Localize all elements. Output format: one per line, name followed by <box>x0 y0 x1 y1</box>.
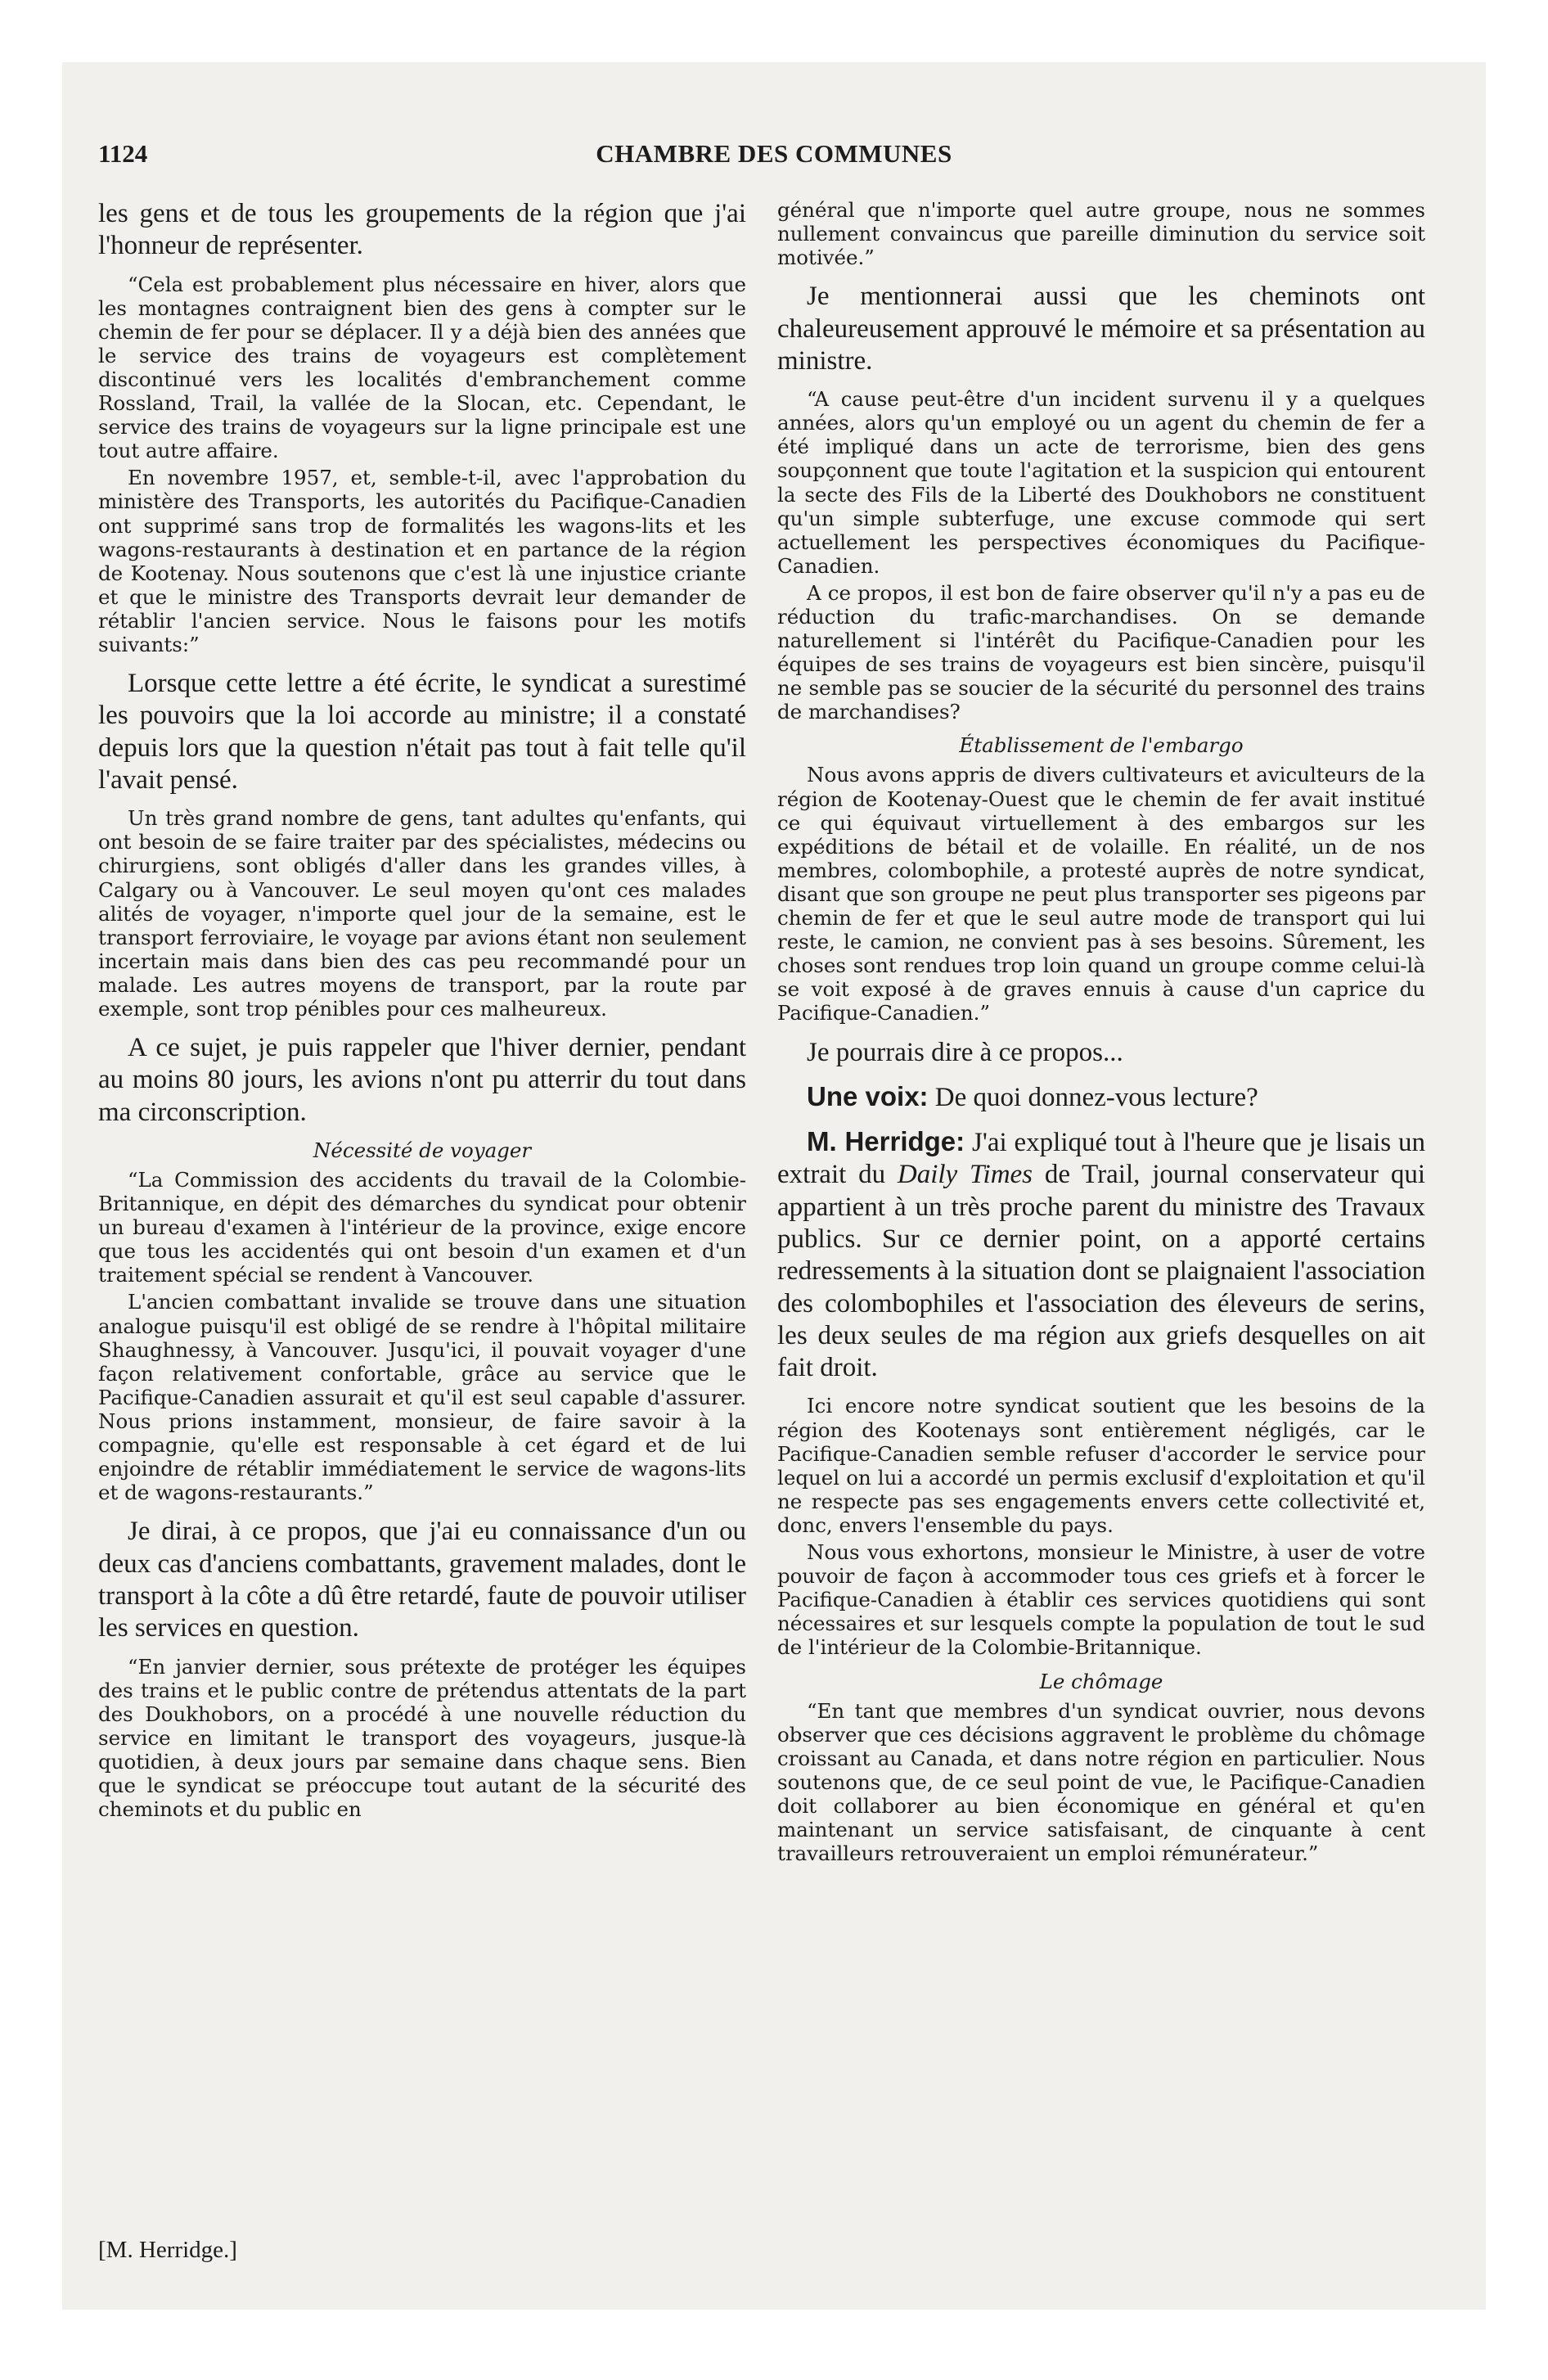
paragraph: Lorsque cette lettre a été écrite, le syndicat a surestimé les pouvoirs que la loi accorde au ministre; il a constaté depuis lors que la question n'était pas tout à fait telle qu'il l'avait pensé. <box>98 669 746 795</box>
section-heading: Le chômage <box>1039 1669 1163 1693</box>
quoted-paragraph: général que n'importe quel autre groupe, nous ne sommes nullement convaincus que pareille diminution du service soit motivée.” <box>777 198 1425 270</box>
speech-text: J'ai expliqué tout à l'heure que je lisais un extrait du <box>777 1128 1425 1190</box>
quoted-paragraph: En novembre 1957, et, semble-t-il, avec l'approbation du ministère des Transports, les autorités du Pacifique-Canadien ont supprimé sans trop de formalités les wagons-lits et les wagons-restaurants à destination et en partance de la région de Kootenay. Nous soutenons que c'est là une injustice criante et que le ministre des Transports devrait leur demander de rétablir l'ancien service. Nous le faisons pour les motifs suivants:” <box>98 466 746 656</box>
paragraph: Je mentionnerai aussi que les cheminots ont chaleureusement approuvé le mémoire et sa présentation au ministre. <box>777 282 1425 376</box>
paragraph: Je pourrais dire à ce propos... <box>807 1037 1123 1067</box>
page-number: 1124 <box>98 139 148 168</box>
section-heading: Nécessité de voyager <box>313 1138 532 1163</box>
paragraph: Je dirai, à ce propos, que j'ai eu connaissance d'un ou deux cas d'anciens combattants, gravement malades, dont le transport à la côte a dû être retardé, faute de pouvoir utiliser les services en question. <box>98 1517 746 1643</box>
quoted-paragraph: “Cela est probablement plus nécessaire en hiver, alors que les montagnes contraignent bien des gens à compter sur le chemin de fer pour se déplacer. Il y a déjà bien des années que le service des trains de voyageurs est complètement discontinué vers les localités d'embranchement comme Rossland, Trail, la vallée de la Slocan, etc. Cependant, le service des trains de voyageurs sur la ligne principale est une tout autre affaire. <box>98 272 746 463</box>
quoted-paragraph: Un très grand nombre de gens, tant adultes qu'enfants, qui ont besoin de se faire traiter par des spécialistes, médecins ou chirurgiens, sont obligés d'aller dans les grandes villes, à Calgary ou à Vancouver. Le seul moyen qu'ont ces malades alités de voyager, n'importe quel jour de la semaine, est le transport ferroviaire, le voyage par avions étant non seulement incertain mais dans bien des cas peu recommandé pour un malade. Les autres moyens de transport, par la route par exemple, sont trop pénibles pour ces malheureux. <box>98 806 746 1021</box>
paragraph: les gens et de tous les groupements de la région que j'ai l'honneur de représenter. <box>98 199 746 261</box>
right-column <box>777 198 1425 1868</box>
quoted-paragraph: A ce propos, il est bon de faire observer qu'il n'y a pas eu de réduction du trafic-marchandises. On se demande naturellement si l'intérêt du Pacifique-Canadien pour les équipes de ses trains de voyageurs est bien sincère, puisqu'il ne semble pas se soucier de la sécurité du personnel des trains de marchandises? <box>777 580 1425 724</box>
quoted-paragraph: Nous avons appris de divers cultivateurs et aviculteurs de la région de Kootenay-Ouest que le chemin de fer avait institué ce qui équivaut virtuellement à des embargos sur les expéditions de bétail et de volaille. En réalité, un de nos membres, colombophile, a protesté auprès de notre syndicat, disant que son groupe ne peut plus transporter ses pigeons par chemin de fer et que le seul autre mode de transport qui lui reste, le camion, ne convient pas à ses besoins. Sûrement, les choses sont rendues trop loin quand un groupe comme celui-là se voit exposé à de graves ennuis à cause d'un caprice du Pacifique-Canadien.” <box>777 763 1425 1025</box>
quoted-paragraph: “A cause peut-être d'un incident survenu il y a quelques années, alors qu'un employé ou un agent du chemin de fer a été impliqué dans un acte de terrorisme, bien des gens soupçonnent que toute l'agitation et la suspicion qui entourent la secte des Fils de la Liberté des Doukhobors ne constituent qu'un simple subterfuge, une excuse commode qui sert actuellement les perspectives économiques du Pacifique-Canadien. <box>777 387 1425 578</box>
speech-paragraph <box>777 1080 1425 1114</box>
quoted-paragraph: Nous vous exhortons, monsieur le Ministre, à user de votre pouvoir de façon à accommoder tous ces griefs et à forcer le Pacifique-Canadien à établir ces services quotidiens qui sont nécessaires et sur lesquels compte la population de tout le sud de l'intérieur de la Colombie-Britannique. <box>777 1540 1425 1660</box>
paragraph: A ce sujet, je puis rappeler que l'hiver dernier, pendant au moins 80 jours, les avions n'ont pu atterrir du tout dans ma circonscription. <box>98 1033 746 1127</box>
speaker-name: M. Herridge: <box>807 1126 965 1157</box>
left-column <box>98 198 746 1824</box>
section-heading: Établissement de l'embargo <box>959 733 1244 758</box>
speech-text: De quoi donnez-vous lecture? <box>934 1082 1258 1112</box>
quoted-paragraph: “En janvier dernier, sous prétexte de protéger les équipes des trains et le public contre de prétendus attentats de la part des Doukhobors, on a procédé à une nouvelle réduction du service en limitant le transport des voyageurs, jusque-là quotidien, à deux jours par semaine dans chaque sens. Bien que le syndicat se préoccupe tout autant de la sécurité des cheminots et du public en <box>98 1654 746 1822</box>
quoted-paragraph: L'ancien combattant invalide se trouve dans une situation analogue puisqu'il est obligé de se rendre à l'hôpital militaire Shaughnessy, à Vancouver. Jusqu'ici, il pouvait voyager d'une façon relativement confortable, grâce au service que le Pacifique-Canadien assurait et qu'il est seul capable d'assurer. Nous prions instamment, monsieur, de faire savoir à la compagnie, qu'elle est responsable à cet égard et de lui enjoindre de rétablir immédiatement le service de wagons-lits et de wagons-restaurants.” <box>98 1290 746 1505</box>
quoted-paragraph: “La Commission des accidents du travail de la Colombie-Britannique, en dépit des démarches du syndicat pour obtenir un bureau d'examen à l'intérieur de la province, exige encore que tous les accidentés qui ont besoin d'un examen et d'un traitement spécial se rendent à Vancouver. <box>98 1168 746 1287</box>
speaker-name: Une voix: <box>807 1080 929 1111</box>
speech-text: de Trail, journal conservateur qui appartient à un très proche parent du ministre des Travaux publics. Sur ce dernier point, on a apporté certains redressements à la situation dont se plaignaient l'association des colombophiles et l'association des éleveurs de serins, les deux seules de ma région aux griefs desquelles on ait fait droit. <box>777 1160 1425 1383</box>
quoted-paragraph: “En tant que membres d'un syndicat ouvrier, nous devons observer que ces décisions aggravent le problème du chômage croissant au Canada, et dans notre région en particulier. Nous soutenons que, de ce seul point de vue, le Pacifique-Canadien doit collaborer au bien économique en général et qu'en maintenant un service satisfaisant, de cinquante à cent travailleurs retrouveraient un emploi rémunérateur.” <box>777 1698 1425 1866</box>
quoted-paragraph: Ici encore notre syndicat soutient que les besoins de la région des Kootenays sont entièrement négligés, car le Pacifique-Canadien semble refuser d'accorder le service pour lequel on lui a accordé un permis exclusif d'exploitation et qu'il ne respecte pas ses engagements envers cette collectivité et, donc, envers l'ensemble du pays. <box>777 1394 1425 1537</box>
running-title: CHAMBRE DES COMMUNES <box>596 139 952 168</box>
speaker-footer: [M. Herridge.] <box>98 2237 237 2263</box>
page-header <box>98 139 1450 180</box>
document-page <box>62 62 1486 2310</box>
speech-paragraph <box>777 1125 1425 1384</box>
newspaper-title: Daily Times <box>897 1160 1033 1190</box>
